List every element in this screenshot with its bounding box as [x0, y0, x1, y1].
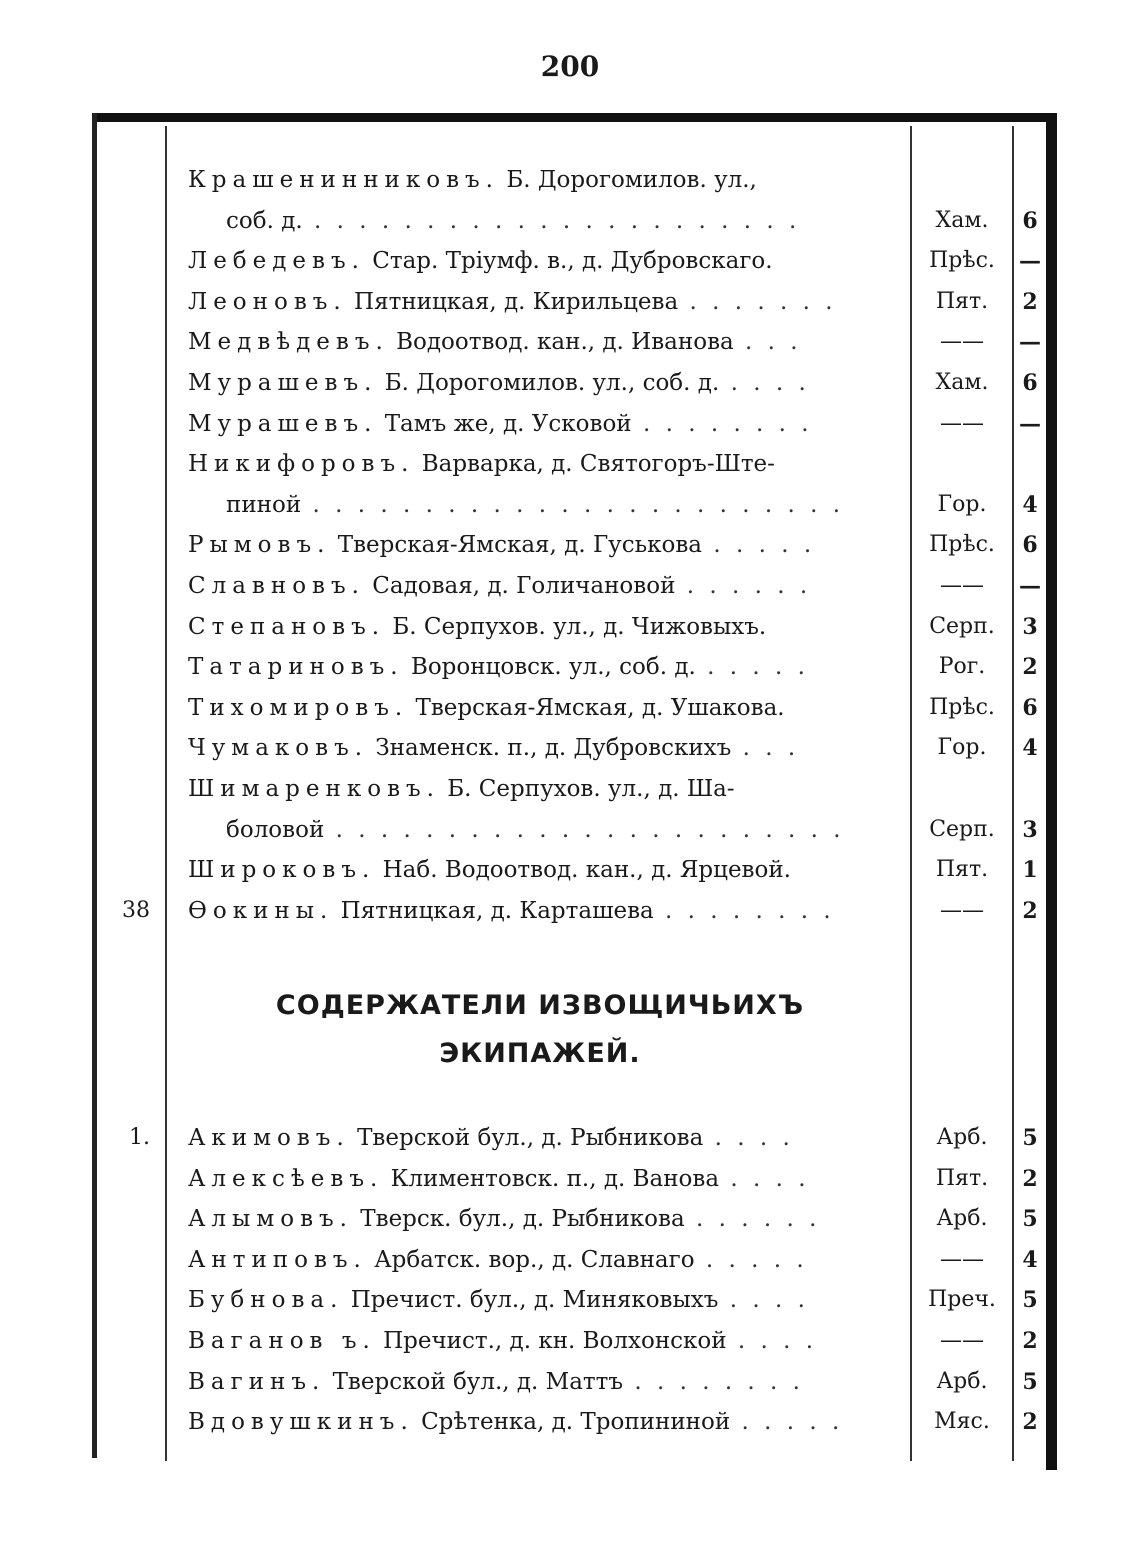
dot-leader: . . . . . . — [684, 1206, 821, 1233]
entry-district: Хам. — [935, 370, 989, 395]
directory-row — [0, 528, 1140, 568]
directory-row — [0, 285, 1140, 325]
entry-text — [188, 695, 898, 721]
entry-quarter: 2 — [1022, 1165, 1038, 1192]
entry-surname: Широковъ. — [188, 857, 376, 884]
entry-surname: Крашенинниковъ. — [188, 167, 499, 193]
entry-text — [188, 248, 898, 274]
entry-surname: Антиповъ. — [188, 1246, 367, 1273]
entry-surname: Вдовушкинъ. — [188, 1409, 414, 1436]
entry-quarter: 2 — [1022, 897, 1038, 924]
entry-surname: Тихомировъ. — [188, 694, 409, 721]
entry-address: Тверская-Ямская, д. Ушакова. — [415, 694, 785, 721]
entry-district: Рог. — [938, 654, 986, 680]
entry-quarter: 2 — [1022, 1328, 1038, 1354]
entry-surname: Степановъ. — [188, 613, 386, 640]
dot-leader: . . . . . — [702, 532, 816, 559]
entry-address: Тверск. бул., д. Рыбникова — [360, 1206, 685, 1233]
entry-district: Пят. — [935, 1165, 989, 1191]
entry-quarter: 2 — [1022, 288, 1038, 315]
entry-text — [188, 1369, 898, 1395]
entry-quarter: 6 — [1022, 207, 1038, 234]
dot-leader: . . . . . — [694, 1246, 808, 1273]
entry-address: Пятницкая, д. Карташева — [340, 897, 654, 924]
entry-text — [188, 1166, 898, 1192]
entry-text — [188, 370, 898, 396]
entry-address: Пречист. бул., д. Миняковыхъ — [350, 1287, 719, 1314]
entry-address: Б. Серпухов. ул., д. Ша- — [447, 776, 735, 802]
entry-text — [188, 573, 898, 599]
directory-row — [0, 691, 1140, 731]
entry-address: Знаменск. п., д. Дубровскихъ — [375, 735, 732, 762]
entry-quarter: 5 — [1022, 1287, 1038, 1314]
entry-district: Арб. — [936, 1125, 988, 1150]
entry-address: Тверской бул., д. Маттъ — [332, 1368, 624, 1395]
entry-quarter: 4 — [1022, 491, 1038, 518]
directory-row — [0, 447, 1140, 487]
directory-row — [0, 1202, 1140, 1242]
entry-surname: Мурашевъ. — [188, 370, 378, 396]
entry-text — [188, 1206, 898, 1232]
dot-leader: . . . . — [726, 1328, 818, 1354]
entry-quarter: — — [1019, 248, 1041, 275]
entry-quarter: 6 — [1022, 370, 1038, 396]
entry-surname: Мурашевъ. — [188, 410, 378, 437]
entry-text — [188, 1287, 898, 1313]
entry-text — [188, 654, 898, 680]
entry-district: Пят. — [935, 288, 989, 314]
directory-row — [0, 853, 1140, 893]
entry-number: 38 — [122, 897, 150, 923]
entry-address: Пречист., д. кн. Волхонской — [383, 1328, 727, 1354]
dot-leader: . . . . . — [695, 654, 809, 681]
entry-surname: Вагинъ. — [188, 1368, 326, 1395]
dot-leader: . . . . — [719, 1165, 810, 1192]
entry-text — [188, 614, 898, 640]
entry-text — [226, 492, 898, 518]
entry-district: Прѣс. — [929, 248, 995, 274]
entry-text — [188, 289, 898, 315]
entry-address: Садовая, д. Голичановой — [372, 573, 676, 599]
entry-district: —— — [940, 1328, 984, 1353]
entry-district: Арб. — [936, 1206, 988, 1232]
directory-row — [0, 569, 1140, 609]
directory-row — [0, 650, 1140, 690]
entry-district: Серп. — [929, 816, 995, 842]
entry-address: Б. Дорогомилов. ул., соб. д. — [384, 370, 720, 396]
entry-surname: Медвѣдевъ. — [188, 329, 389, 356]
entry-number: 1. — [129, 1125, 150, 1150]
entry-district: Серп. — [929, 613, 995, 639]
entry-district: Арб. — [936, 1368, 988, 1394]
entry-address: боловой — [226, 816, 325, 843]
frame-top-rule — [92, 113, 1057, 122]
entry-text — [226, 208, 898, 234]
directory-row — [0, 163, 1140, 203]
entry-surname: Алымовъ. — [188, 1206, 353, 1233]
dot-leader: . . . . . . . . . . . . . . . . . . . . . . . — [324, 816, 845, 843]
directory-row — [0, 325, 1140, 365]
entry-text — [188, 532, 898, 558]
entry-surname: Алексѣевъ. — [188, 1165, 384, 1192]
entry-quarter: 5 — [1022, 1368, 1038, 1395]
dot-leader: . . . . . . . . — [653, 897, 835, 924]
entry-address: Воронцовск. ул., соб. д. — [410, 654, 696, 681]
directory-row — [0, 1405, 1140, 1445]
entry-district: Гор. — [937, 735, 987, 761]
directory-row — [0, 204, 1140, 244]
directory-row — [0, 366, 1140, 406]
entry-quarter: 2 — [1022, 654, 1038, 681]
entry-text — [188, 329, 898, 355]
entry-text — [188, 1125, 898, 1151]
directory-row — [0, 894, 1140, 934]
directory-row — [0, 244, 1140, 284]
entry-text — [226, 817, 898, 843]
entry-address: соб. д. — [226, 207, 303, 234]
dot-leader: . . . . . . . . — [631, 410, 813, 437]
entry-surname: Шимаренковъ. — [188, 776, 440, 802]
entry-surname: Бубнова. — [188, 1287, 344, 1314]
entry-address: Тамъ же, д. Усковой — [384, 410, 632, 437]
entry-text — [188, 411, 898, 437]
entry-district: —— — [940, 573, 984, 598]
directory-row — [0, 1283, 1140, 1323]
entry-district: Прѣс. — [929, 532, 995, 558]
entry-surname: Ваганов ъ. — [188, 1328, 376, 1354]
section-heading-line-2: ЭКИПАЖЕЙ. — [439, 1038, 641, 1069]
dot-leader: . . . . . . . . — [623, 1368, 804, 1395]
entry-address: Климентовск. п., д. Ванова — [390, 1165, 720, 1192]
entry-address: Варварка, д. Святогоръ-Ште- — [421, 451, 775, 478]
entry-district: —— — [940, 329, 984, 355]
entry-quarter: 5 — [1022, 1125, 1038, 1151]
directory-row — [0, 772, 1140, 812]
entry-quarter: — — [1019, 573, 1041, 599]
entry-text — [188, 1247, 898, 1273]
entry-quarter: 6 — [1022, 532, 1038, 559]
entry-district: —— — [940, 1246, 984, 1272]
entry-surname: Лебедевъ. — [188, 248, 365, 275]
dot-leader: . . . . . . . . . . . . . . . . . . . . . . . . — [301, 491, 845, 518]
directory-row — [0, 407, 1140, 447]
dot-leader: . . . . . . — [675, 573, 812, 599]
section-heading-line-1: СОДЕРЖАТЕЛИ ИЗВОЩИЧЬИХЪ — [275, 990, 805, 1021]
entry-surname: Леоновъ. — [188, 288, 347, 315]
directory-row — [0, 1162, 1140, 1202]
dot-leader: . . . . . — [730, 1409, 844, 1436]
entry-surname: Ѳокины. — [188, 897, 334, 924]
dot-leader: . . . . — [719, 370, 810, 396]
entry-address: Пятницкая, д. Кирильцева — [354, 288, 679, 315]
entry-address: Б. Серпухов. ул., д. Чижовыхъ. — [392, 613, 767, 640]
entry-text — [188, 776, 898, 802]
entry-quarter: 4 — [1022, 1246, 1038, 1273]
directory-row — [0, 731, 1140, 771]
entry-address: Водоотвод. кан., д. Иванова — [396, 329, 734, 356]
entry-surname: Славновъ. — [188, 573, 365, 599]
dot-leader: . . . — [731, 735, 800, 762]
entry-quarter: 5 — [1022, 1206, 1038, 1233]
directory-row — [0, 1365, 1140, 1405]
entry-district: Преч. — [928, 1287, 996, 1313]
entry-address: Стар. Тріумф. в., д. Дубровскаго. — [372, 248, 773, 275]
entry-quarter: 3 — [1022, 613, 1038, 640]
entry-text — [188, 1409, 898, 1435]
entry-address: Срѣтенка, д. Тропининой — [421, 1409, 731, 1436]
entry-address: пиной — [226, 491, 302, 518]
entry-district: Хам. — [935, 207, 989, 233]
dot-leader: . . . — [733, 329, 802, 356]
entry-district: —— — [940, 410, 984, 436]
entry-surname: Рымовъ. — [188, 532, 331, 559]
entry-text — [188, 167, 898, 193]
entry-quarter: 3 — [1022, 816, 1038, 843]
entry-text — [188, 1328, 898, 1354]
entry-text — [188, 857, 898, 883]
entry-surname: Чумаковъ. — [188, 735, 369, 762]
entry-surname: Акимовъ. — [188, 1125, 350, 1151]
directory-row — [0, 488, 1140, 528]
directory-row — [0, 813, 1140, 853]
entry-quarter: 6 — [1022, 694, 1038, 721]
entry-district: Пят. — [935, 857, 989, 883]
entry-district: Гор. — [937, 491, 987, 517]
entry-quarter: — — [1019, 410, 1041, 437]
dot-leader: . . . . — [718, 1287, 809, 1314]
dot-leader: . . . . . . . . . . . . . . . . . . . . . . — [302, 207, 801, 234]
directory-row — [0, 1324, 1140, 1364]
entry-district: —— — [940, 897, 984, 923]
entry-quarter: 2 — [1022, 1409, 1038, 1436]
directory-row — [0, 1121, 1140, 1161]
entry-quarter: 4 — [1022, 735, 1038, 762]
entry-text — [188, 735, 898, 761]
entry-address: Арбатск. вор., д. Славнаго — [374, 1246, 695, 1273]
entry-quarter: — — [1019, 329, 1041, 356]
page-number: 200 — [540, 50, 600, 83]
entry-address: Тверской бул., д. Рыбникова — [357, 1125, 704, 1151]
directory-row — [0, 610, 1140, 650]
dot-leader: . . . . . . . — [678, 288, 837, 315]
entry-quarter: 1 — [1022, 857, 1038, 884]
entry-address: Б. Дорогомилов. ул., — [506, 167, 757, 193]
directory-row — [0, 1243, 1140, 1283]
dot-leader: . . . . — [703, 1125, 794, 1151]
entry-address: Тверская-Ямская, д. Гуськова — [337, 532, 703, 559]
entry-text — [188, 898, 898, 924]
entry-surname: Никифоровъ. — [188, 451, 415, 478]
entry-address: Наб. Водоотвод. кан., д. Ярцевой. — [382, 857, 791, 884]
entry-district: Прѣс. — [929, 694, 995, 720]
entry-text — [188, 451, 898, 477]
entry-surname: Татариновъ. — [188, 654, 404, 681]
entry-district: Мяс. — [934, 1409, 990, 1435]
